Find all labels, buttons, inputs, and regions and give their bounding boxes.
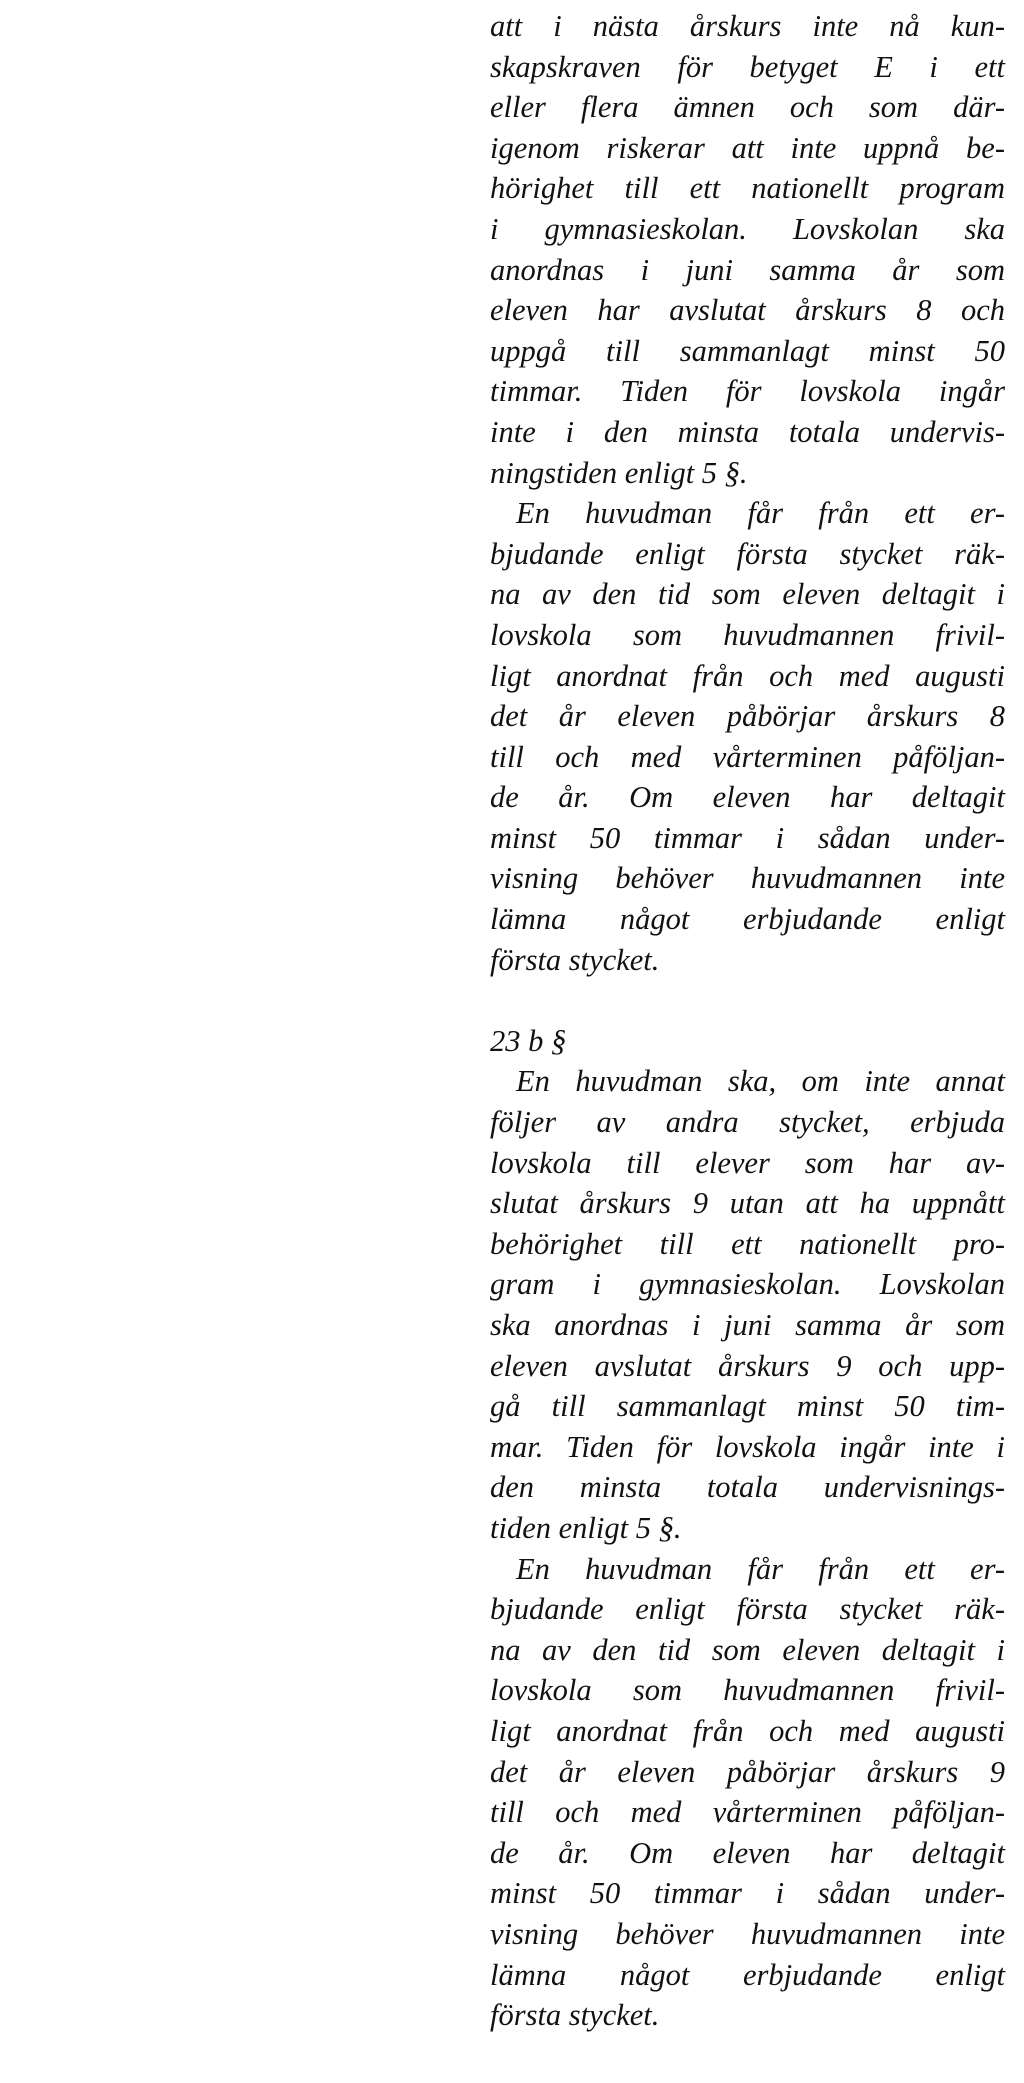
text-line: ligt anordnat från och med augusti	[490, 1713, 1005, 1748]
text-line: ningstiden enligt 5 §.	[490, 455, 748, 490]
text-line: na av den tid som eleven deltagit i	[490, 1632, 1005, 1667]
paragraph-1	[490, 6, 1005, 493]
text-line: minst 50 timmar i sådan under-	[490, 1876, 1005, 1911]
text-line: första stycket.	[490, 1998, 660, 2033]
text-line: eleven avslutat årskurs 9 och upp-	[490, 1348, 1005, 1383]
text-line: hörighet till ett nationellt program	[490, 171, 1005, 206]
text-line: till och med vårterminen påföljan-	[490, 739, 1005, 774]
text-line: ska anordnas i juni samma år som	[490, 1308, 1005, 1342]
text-line: gram i gymnasieskolan. Lovskolan	[490, 1267, 1005, 1302]
text-line: lovskola som huvudmannen frivil-	[490, 1673, 1005, 1708]
text-line: de år. Om eleven har deltagit	[490, 1835, 1005, 1870]
text-line: visning behöver huvudmannen inte	[490, 1916, 1005, 1951]
text-line: i gymnasieskolan. Lovskolan ska	[490, 211, 1005, 246]
text-line: behörighet till ett nationellt pro-	[490, 1226, 1005, 1261]
paragraph-3	[490, 1061, 1005, 1548]
text-line: igenom riskerar att inte uppnå be-	[490, 130, 1005, 165]
text-line: visning behöver huvudmannen inte	[490, 861, 1005, 896]
text-line: gå till sammanlagt minst 50 tim-	[490, 1389, 1005, 1424]
text-line: uppgå till sammanlagt minst 50	[490, 333, 1005, 368]
text-line: minst 50 timmar i sådan under-	[490, 820, 1005, 855]
text-line: En huvudman ska, om inte annat	[516, 1064, 1005, 1099]
text-line: de år. Om eleven har deltagit	[490, 780, 1005, 815]
text-line: na av den tid som eleven deltagit i	[490, 577, 1005, 612]
paragraph-2	[490, 493, 1005, 980]
text-line: första stycket.	[490, 942, 660, 977]
text-line: lämna något erbjudande enligt	[490, 902, 1005, 937]
section-heading: 23 b §	[490, 1023, 567, 1058]
law-text-column	[490, 6, 1005, 2036]
text-line: att i nästa årskurs inte nå kun-	[490, 9, 1005, 43]
text-line: skapskraven för betyget E i ett	[490, 49, 1005, 84]
text-line: En huvudman får från ett er-	[516, 1551, 1005, 1586]
text-line: slutat årskurs 9 utan att ha uppnått	[490, 1186, 1005, 1221]
text-line: anordnas i juni samma år som	[490, 252, 1005, 287]
text-line: eller flera ämnen och som där-	[490, 90, 1005, 125]
text-line: det år eleven påbörjar årskurs 9	[490, 1754, 1005, 1789]
text-line: tiden enligt 5 §.	[490, 1510, 682, 1545]
text-line: inte i den minsta totala undervis-	[490, 414, 1005, 449]
text-line: lämna något erbjudande enligt	[490, 1957, 1005, 1992]
paragraph-4	[490, 1549, 1005, 2036]
paragraph-gap	[490, 980, 1005, 1021]
text-line: lovskola till elever som har av-	[490, 1145, 1005, 1180]
text-line: bjudande enligt första stycket räk-	[490, 1592, 1005, 1627]
text-line: eleven har avslutat årskurs 8 och	[490, 293, 1005, 328]
text-line: bjudande enligt första stycket räk-	[490, 536, 1005, 571]
text-line: timmar. Tiden för lovskola ingår	[490, 374, 1005, 409]
text-line: ligt anordnat från och med augusti	[490, 658, 1005, 693]
text-line: det år eleven påbörjar årskurs 8	[490, 699, 1005, 734]
text-line: En huvudman får från ett er-	[516, 496, 1005, 531]
text-line: lovskola som huvudmannen frivil-	[490, 617, 1005, 652]
text-line: följer av andra stycket, erbjuda	[490, 1105, 1005, 1140]
text-line: mar. Tiden för lovskola ingår inte i	[490, 1429, 1005, 1464]
text-line: den minsta totala undervisnings-	[490, 1470, 1005, 1505]
text-line: till och med vårterminen påföljan-	[490, 1795, 1005, 1830]
